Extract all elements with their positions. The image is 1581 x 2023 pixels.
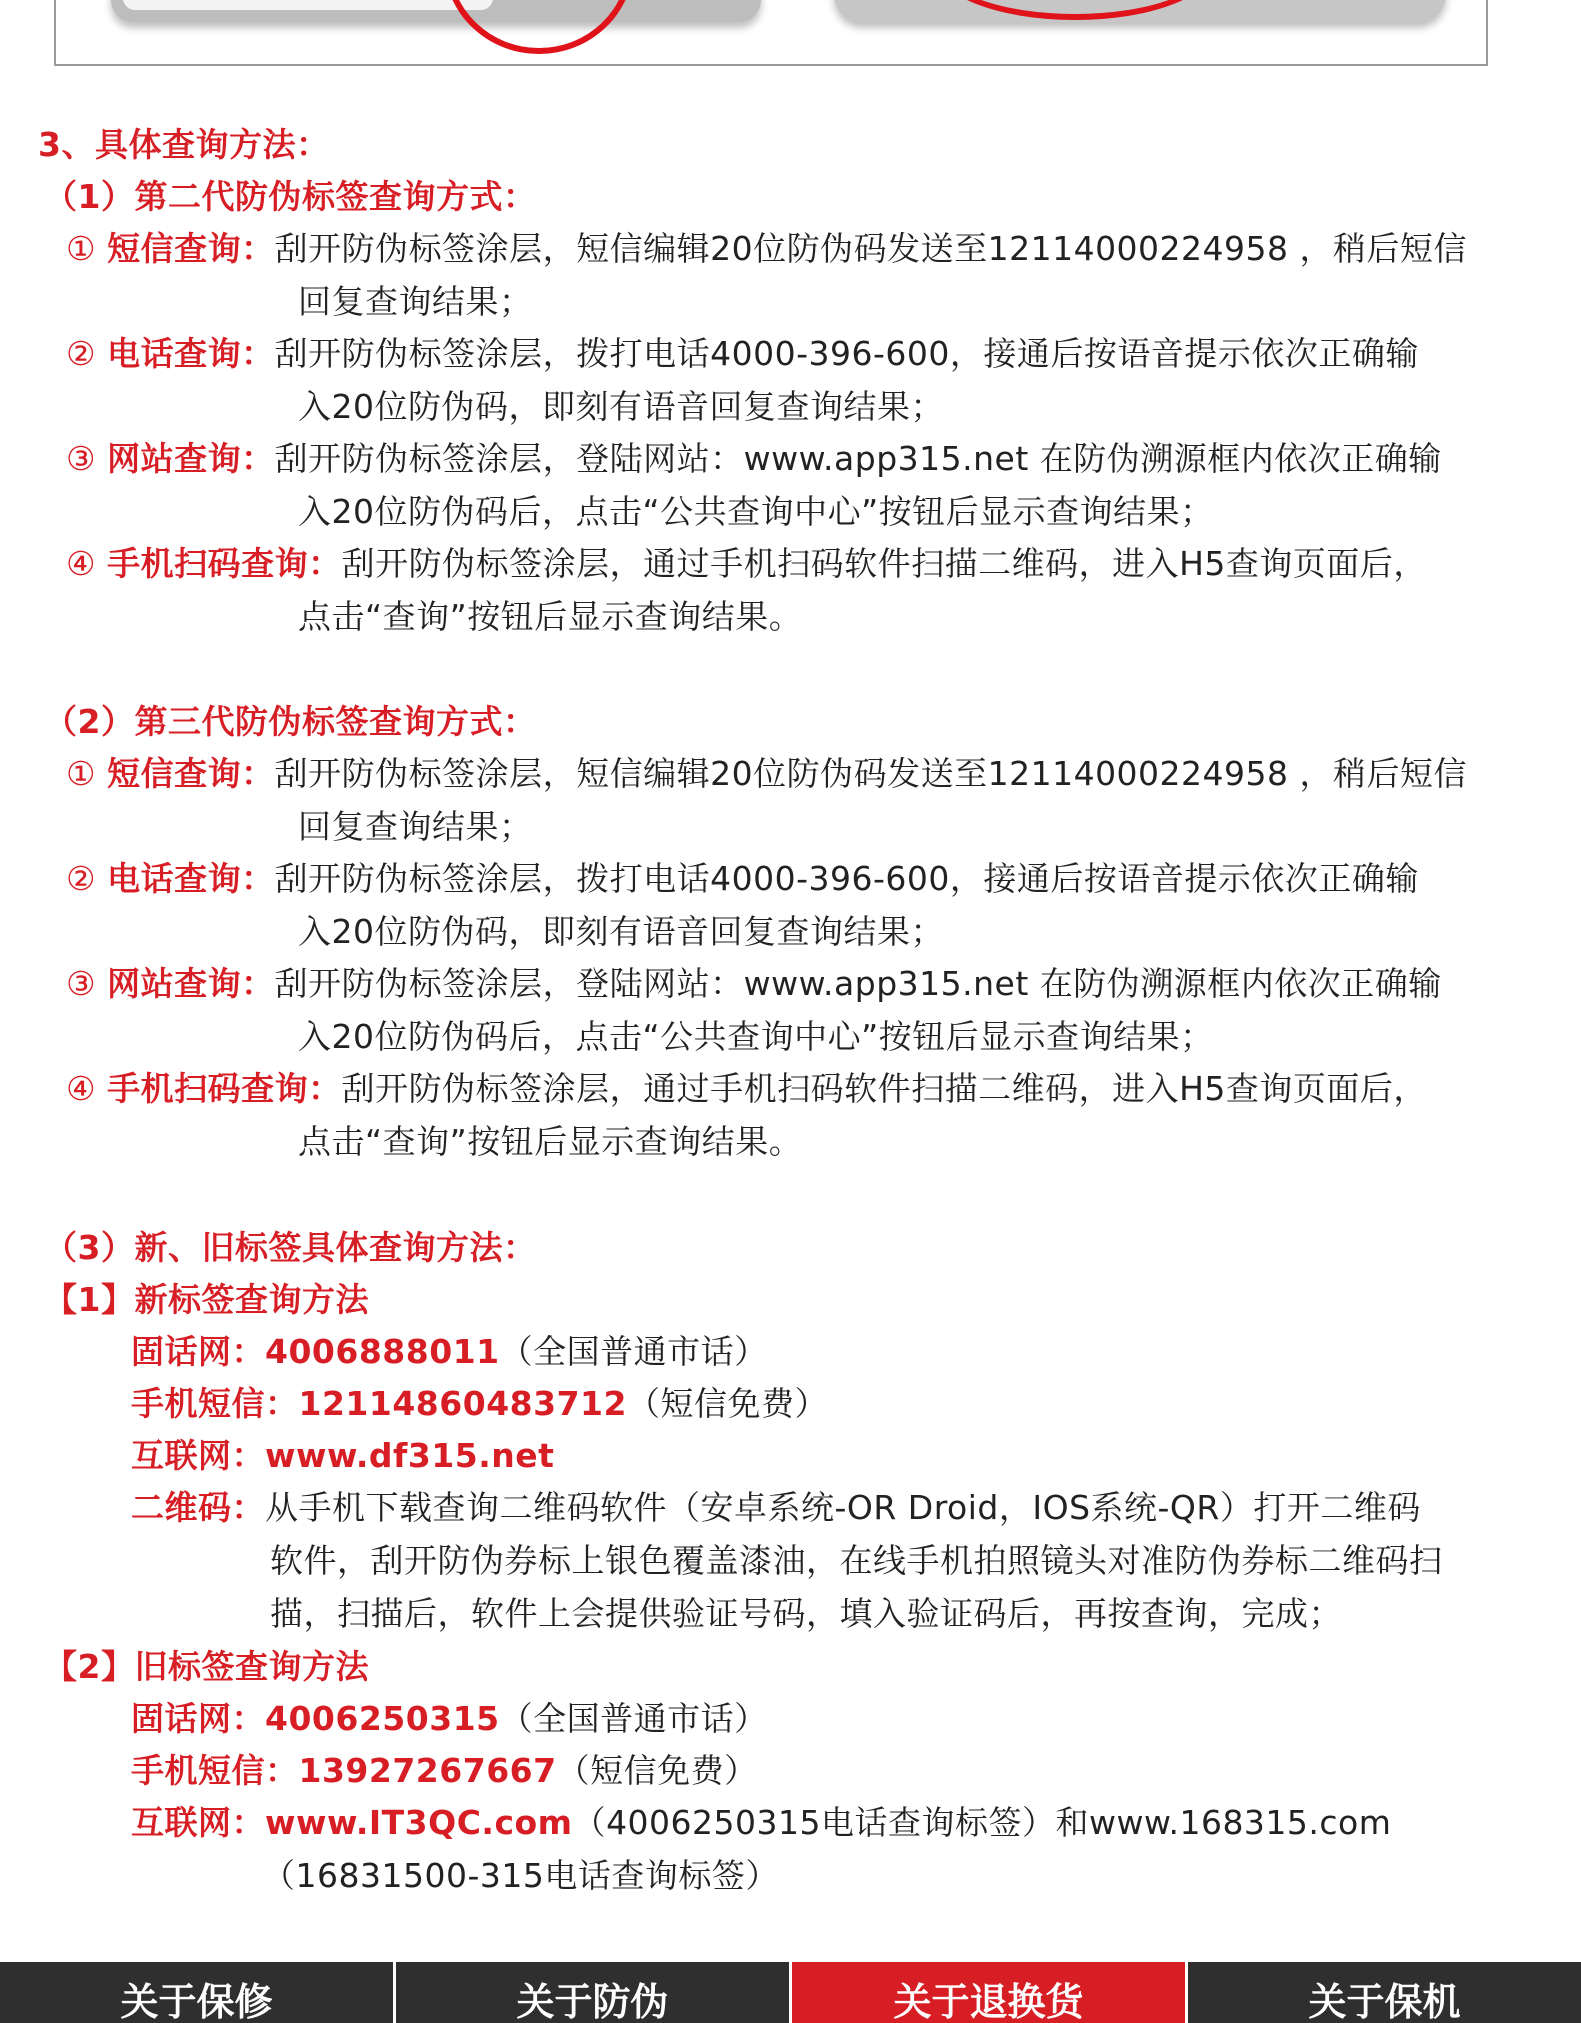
old-web-row-cont: （16831500-315电话查询标签） xyxy=(262,1856,779,1895)
row-label: 固话网： xyxy=(131,1699,265,1738)
new-landline-row xyxy=(131,1326,768,1378)
section-title: 3、具体查询方法： xyxy=(38,125,330,164)
item-text: 刮开防伪标签涂层，拨打电话4000-396-600，接通后按语音提示依次正确输 xyxy=(274,859,1419,898)
item-label: 短信查询： xyxy=(107,754,275,793)
item-number: ③ xyxy=(66,964,97,1003)
nav-tab-warranty[interactable]: 关于保修 xyxy=(0,1962,396,2023)
new-web-row xyxy=(131,1430,554,1482)
row-note: （全国普通市话） xyxy=(499,1332,768,1371)
item-text: 刮开防伪标签涂层，短信编辑20位防伪码发送至12114000224958 ，稍后短信 xyxy=(274,229,1468,268)
new-label-heading: 【1】新标签查询方法 xyxy=(44,1280,369,1319)
bottom-nav xyxy=(0,1962,1581,2023)
nav-tab-anti-counterfeit[interactable]: 关于防伪 xyxy=(396,1962,792,2023)
gen3-item-phone xyxy=(66,853,1419,905)
item-text: 刮开防伪标签涂层，登陆网站：www.app315.net 在防伪溯源框内依次正确输 xyxy=(274,439,1442,478)
item-label: 手机扫码查询： xyxy=(107,544,342,583)
new-qr-row xyxy=(131,1482,1421,1534)
gen3-item-phone-cont: 入20位防伪码，即刻有语音回复查询结果； xyxy=(298,912,944,951)
item-text: 刮开防伪标签涂层，短信编辑20位防伪码发送至12114000224958 ，稍后短信 xyxy=(274,754,1468,793)
gen2-item-scan xyxy=(66,538,1427,590)
item-label: 网站查询： xyxy=(107,439,275,478)
row-value: www.IT3QC.com xyxy=(265,1803,573,1842)
gen2-item-sms xyxy=(66,223,1467,275)
row-label: 互联网： xyxy=(131,1803,265,1842)
row-text: 从手机下载查询二维码软件（安卓系统-OR Droid，IOS系统-QR）打开二维码 xyxy=(265,1488,1421,1527)
row-value: 4006888011 xyxy=(265,1332,500,1371)
gen2-item-sms-cont: 回复查询结果； xyxy=(298,282,533,321)
row-label: 互联网： xyxy=(131,1436,265,1475)
old-landline-row xyxy=(131,1693,768,1745)
item-label: 电话查询： xyxy=(107,859,275,898)
row-label: 固话网： xyxy=(131,1332,265,1371)
nav-tab-device[interactable]: 关于保机 xyxy=(1308,1980,1461,2023)
header-image-frame xyxy=(54,0,1488,66)
gen2-item-web xyxy=(66,433,1442,485)
row-note: （4006250315电话查询标签）和www.168315.com xyxy=(572,1803,1392,1842)
row-value: 12114860483712 xyxy=(298,1384,627,1423)
gen2-item-scan-cont: 点击“查询”按钮后显示查询结果。 xyxy=(298,597,803,636)
gen2-heading: （1）第二代防伪标签查询方式： xyxy=(44,177,537,216)
item-label: 短信查询： xyxy=(107,229,275,268)
gen3-item-scan-cont: 点击“查询”按钮后显示查询结果。 xyxy=(298,1122,803,1161)
gen2-item-phone xyxy=(66,328,1419,380)
item-text: 刮开防伪标签涂层，通过手机扫码软件扫描二维码，进入H5查询页面后， xyxy=(341,544,1427,583)
row-note: （短信免费） xyxy=(626,1384,828,1423)
item-text: 刮开防伪标签涂层，通过手机扫码软件扫描二维码，进入H5查询页面后， xyxy=(341,1069,1427,1108)
old-web-row xyxy=(131,1797,1391,1849)
row-value: 13927267667 xyxy=(298,1751,557,1790)
row-value: 4006250315 xyxy=(265,1699,500,1738)
old-sms-row xyxy=(131,1745,758,1797)
gen2-item-phone-cont: 入20位防伪码，即刻有语音回复查询结果； xyxy=(298,387,944,426)
gen3-item-web-cont: 入20位防伪码后，点击“公共查询中心”按钮后显示查询结果； xyxy=(298,1017,1214,1056)
gen3-item-web xyxy=(66,958,1442,1010)
row-note: （短信免费） xyxy=(556,1751,758,1790)
row-value: www.df315.net xyxy=(265,1436,555,1475)
gen2-item-web-cont: 入20位防伪码后，点击“公共查询中心”按钮后显示查询结果； xyxy=(298,492,1214,531)
row-label: 二维码： xyxy=(131,1488,265,1527)
item-label: 电话查询： xyxy=(107,334,275,373)
item-number: ① xyxy=(66,754,97,793)
gen3-item-sms xyxy=(66,748,1467,800)
item-label: 网站查询： xyxy=(107,964,275,1003)
new-qr-row-cont1: 软件，刮开防伪券标上银色覆盖漆油，在线手机拍照镜头对准防伪券标二维码扫 xyxy=(270,1541,1443,1580)
gen3-item-sms-cont: 回复查询结果； xyxy=(298,807,533,846)
label-sample-left xyxy=(111,0,761,22)
item-number: ③ xyxy=(66,439,97,478)
item-number: ② xyxy=(66,334,97,373)
row-label: 手机短信： xyxy=(131,1751,299,1790)
item-label: 手机扫码查询： xyxy=(107,1069,342,1108)
item-number: ④ xyxy=(66,1069,97,1108)
item-number: ① xyxy=(66,229,97,268)
item-text: 刮开防伪标签涂层，登陆网站：www.app315.net 在防伪溯源框内依次正确输 xyxy=(274,964,1442,1003)
gen3-heading: （2）第三代防伪标签查询方式： xyxy=(44,702,537,741)
new-qr-row-cont2: 描，扫描后，软件上会提供验证号码，填入验证码后，再按查询，完成； xyxy=(270,1594,1342,1633)
nav-tab-returns[interactable]: 关于退换货 xyxy=(792,1962,1188,2023)
item-number: ④ xyxy=(66,544,97,583)
item-text: 刮开防伪标签涂层，拨打电话4000-396-600，接通后按语音提示依次正确输 xyxy=(274,334,1419,373)
labels-heading: （3）新、旧标签具体查询方法： xyxy=(44,1228,537,1267)
row-note: （全国普通市话） xyxy=(499,1699,768,1738)
old-label-heading: 【2】旧标签查询方法 xyxy=(44,1647,369,1686)
new-sms-row xyxy=(131,1378,828,1430)
row-label: 手机短信： xyxy=(131,1384,299,1423)
gen3-item-scan xyxy=(66,1063,1427,1115)
item-number: ② xyxy=(66,859,97,898)
